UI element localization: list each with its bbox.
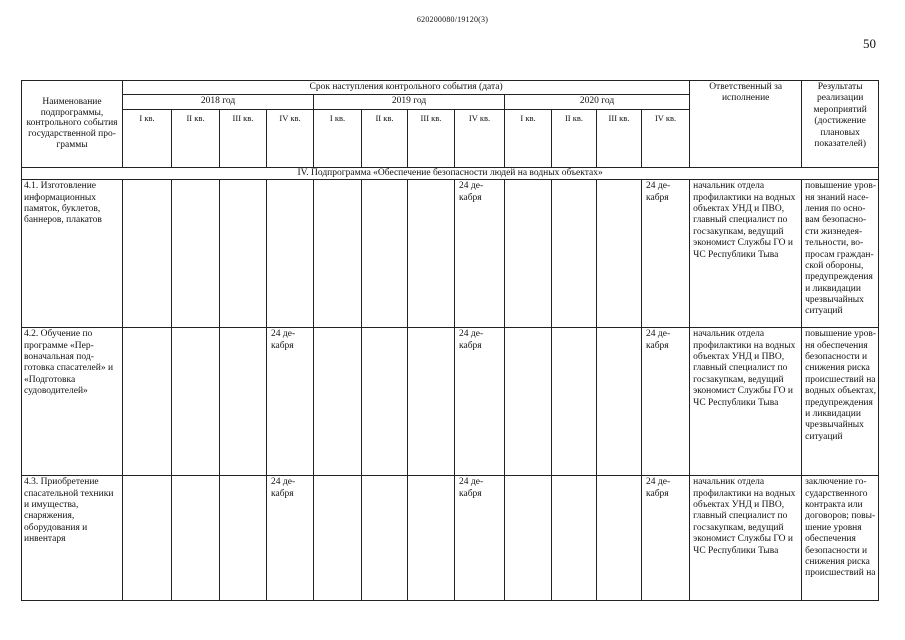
header-quarter: II кв. [552, 109, 597, 167]
responsible-cell: начальник отдела профилактики на водных объектах УНД и ПВО, главный специалист по госзакупкам, ведущий экономист Службы ГО и ЧС Республики Тыва [690, 476, 802, 601]
date-cell [220, 328, 267, 476]
date-cell [362, 328, 408, 476]
date-cell [597, 328, 642, 476]
header-quarter: I кв. [314, 109, 362, 167]
date-cell [362, 180, 408, 328]
header-quarter: IV кв. [642, 109, 690, 167]
date-cell [172, 180, 220, 328]
control-events-table [21, 80, 879, 601]
header-quarter: IV кв. [455, 109, 505, 167]
date-cell [220, 180, 267, 328]
page-number: 50 [863, 36, 876, 51]
date-cell: 24 декабря [267, 476, 314, 601]
header-responsible: Ответственный за исполнение [690, 81, 802, 168]
table-row [22, 180, 879, 328]
date-cell [597, 476, 642, 601]
table-row [22, 328, 879, 476]
result-cell: повышение уровня знаний населения по основам безопасности жизнедеятельности, вопросам гражданской обороны, предупреждения и ликвидации чрезвычайных ситуаций [802, 180, 879, 328]
date-cell [123, 476, 172, 601]
date-cell [314, 476, 362, 601]
table-row [22, 476, 879, 601]
header-quarter: III кв. [408, 109, 455, 167]
event-name: 4.3. Приобретение спасательной техники и имущества, снаряжения, оборудования и инвентаря [22, 476, 123, 601]
date-cell: 24 декабря [267, 328, 314, 476]
header-quarter: II кв. [172, 109, 220, 167]
date-cell [505, 328, 552, 476]
date-cell [123, 328, 172, 476]
date-cell: 24 декабря [642, 476, 690, 601]
header-date-group: Срок наступления контрольного события (дата) [123, 81, 690, 95]
header-name: Наименование подпрограммы, контрольного события государственной программы [22, 81, 123, 168]
section-title: IV. Подпрограмма «Обеспечение безопасности людей на водных объектах» [22, 167, 879, 179]
date-cell [552, 476, 597, 601]
header-quarter: I кв. [123, 109, 172, 167]
header-quarter: I кв. [505, 109, 552, 167]
result-cell: заключение государственного контракта или договоров; повышение уровня обеспечения безопасности и снижения риска происшествий на [802, 476, 879, 601]
date-cell: 24 декабря [642, 180, 690, 328]
date-cell [314, 328, 362, 476]
date-cell: 24 декабря [455, 180, 505, 328]
date-cell [552, 180, 597, 328]
date-cell: 24 декабря [455, 476, 505, 601]
responsible-cell: начальник отдела профилактики на водных объектах УНД и ПВО, главный специалист по госзакупкам, ведущий экономист Службы ГО и ЧС Республики Тыва [690, 328, 802, 476]
result-cell: повышение уровня обеспечения безопасности и снижения риска происшествий на водных объектах, предупреждения и ликвидации чрезвычайных ситуаций [802, 328, 879, 476]
date-cell: 24 декабря [642, 328, 690, 476]
date-cell: 24 декабря [455, 328, 505, 476]
date-cell [362, 476, 408, 601]
date-cell [408, 476, 455, 601]
header-year: 2019 год [314, 95, 505, 109]
date-cell [172, 328, 220, 476]
header-quarter: II кв. [362, 109, 408, 167]
date-cell [408, 180, 455, 328]
responsible-cell: начальник отдела профилактики на водных объектах УНД и ПВО, главный специалист по госзакупкам, ведущий экономист Службы ГО и ЧС Республики Тыва [690, 180, 802, 328]
date-cell [123, 180, 172, 328]
date-cell [408, 328, 455, 476]
date-cell [597, 180, 642, 328]
date-cell [220, 476, 267, 601]
date-cell [267, 180, 314, 328]
header-year: 2018 год [123, 95, 314, 109]
header-quarter: III кв. [220, 109, 267, 167]
event-name: 4.2. Обучение по программе «Первоначальная подготовка спасателей» и «Подготовка судоводителей» [22, 328, 123, 476]
header-quarter: IV кв. [267, 109, 314, 167]
date-cell [505, 180, 552, 328]
document-id: 620200080/19120(3) [416, 15, 489, 24]
event-name: 4.1. Изготовление информационных памяток, буклетов, баннеров, плакатов [22, 180, 123, 328]
header-year: 2020 год [505, 95, 690, 109]
date-cell [172, 476, 220, 601]
date-cell [314, 180, 362, 328]
date-cell [505, 476, 552, 601]
header-result: Результаты реализации мероприятий (достижение плановых показателей) [802, 81, 879, 168]
date-cell [552, 328, 597, 476]
header-quarter: III кв. [597, 109, 642, 167]
